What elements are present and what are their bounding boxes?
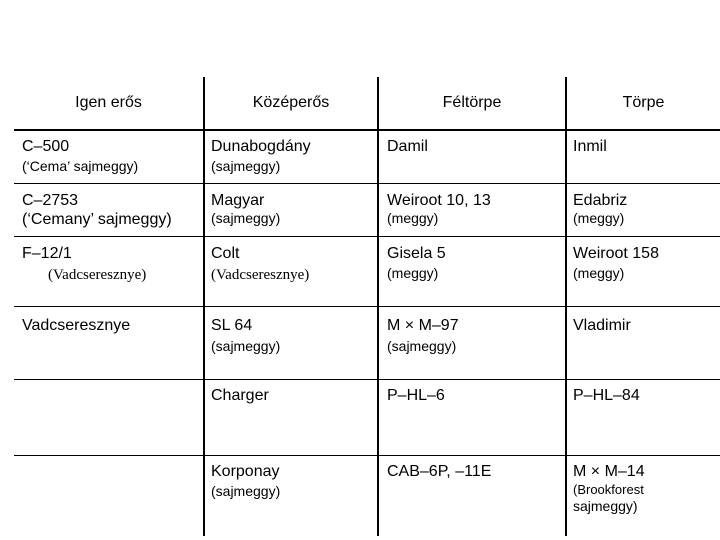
rootstock-species-cont: sajmeggy) bbox=[573, 498, 638, 514]
rootstock-species: (meggy) bbox=[387, 210, 439, 226]
column-divider bbox=[377, 77, 379, 536]
rootstock-name: Inmil bbox=[573, 138, 607, 155]
table-cell bbox=[573, 137, 607, 156]
rootstock-species: (sajmeggy) bbox=[211, 158, 281, 174]
rootstock-name: CAB–6P, –11E bbox=[387, 463, 492, 480]
table-rule bbox=[14, 129, 720, 131]
table-cell bbox=[22, 191, 172, 229]
table-cell bbox=[211, 137, 311, 175]
column-divider bbox=[203, 77, 205, 536]
rootstock-species: (sajmeggy) bbox=[387, 338, 457, 354]
rootstock-name: Damil bbox=[387, 138, 428, 155]
table-cell bbox=[211, 191, 280, 227]
rootstock-name: P–HL–6 bbox=[387, 387, 445, 404]
rootstock-name: Weiroot 158 bbox=[573, 245, 659, 262]
rootstock-name: SL 64 bbox=[211, 317, 253, 334]
rootstock-species: (‘Cema’ sajmeggy) bbox=[22, 158, 139, 174]
rootstock-name: F–12/1 bbox=[22, 245, 72, 262]
table-cell bbox=[573, 386, 640, 405]
rootstock-species: (Brookforest bbox=[573, 482, 644, 497]
rootstock-name: Edabriz bbox=[573, 192, 628, 209]
table-cell bbox=[573, 316, 631, 335]
table-rule bbox=[14, 306, 720, 307]
rootstock-name: Vadcseresznye bbox=[22, 317, 131, 334]
rootstock-name: M × M–97 bbox=[387, 317, 459, 334]
table-rule bbox=[14, 183, 720, 184]
table-cell bbox=[573, 191, 627, 227]
table-cell bbox=[22, 244, 146, 284]
rootstock-name: M × M–14 bbox=[573, 463, 645, 480]
rootstock-species: (sajmeggy) bbox=[211, 483, 281, 499]
table-cell bbox=[211, 316, 280, 355]
rootstock-name: P–HL–84 bbox=[573, 387, 640, 404]
column-header: Féltörpe bbox=[442, 94, 502, 111]
rootstock-species: (meggy) bbox=[387, 265, 439, 281]
table-cell bbox=[387, 244, 446, 282]
rootstock-name: Charger bbox=[211, 387, 269, 404]
table-rule bbox=[14, 455, 720, 456]
table-cell bbox=[211, 462, 280, 500]
table-cell bbox=[573, 462, 645, 515]
table-cell bbox=[387, 191, 491, 227]
rootstock-name: Vladimir bbox=[573, 317, 631, 334]
rootstock-species: (sajmeggy) bbox=[211, 210, 281, 226]
rootstock-name: Colt bbox=[211, 245, 240, 262]
column-divider bbox=[565, 77, 567, 536]
table-rule bbox=[14, 236, 720, 237]
column-header: Középerős bbox=[252, 94, 330, 111]
table-cell bbox=[387, 316, 459, 355]
rootstock-species: (meggy) bbox=[573, 265, 625, 281]
rootstock-name: C–500 bbox=[22, 138, 70, 155]
rootstock-name: Dunabogdány bbox=[211, 138, 311, 155]
column-header: Igen erős bbox=[75, 94, 142, 111]
table-cell bbox=[387, 462, 491, 481]
rootstock-name: C–2753 bbox=[22, 192, 79, 209]
rootstock-name: Gisela 5 bbox=[387, 245, 446, 262]
rootstock-species: (Vadcseresznye) bbox=[48, 267, 147, 283]
rootstock-name: Korponay bbox=[211, 463, 280, 480]
table-rule bbox=[14, 379, 720, 380]
table-cell bbox=[22, 316, 130, 335]
rootstock-name: Weiroot 10, 13 bbox=[387, 192, 491, 209]
table-cell bbox=[211, 244, 309, 284]
rootstock-species: (meggy) bbox=[573, 210, 625, 226]
rootstock-species: (sajmeggy) bbox=[211, 338, 281, 354]
rootstock-species: (Vadcseresznye) bbox=[211, 267, 310, 283]
table-cell bbox=[387, 386, 445, 405]
table-cell bbox=[387, 137, 428, 156]
table-cell bbox=[22, 137, 138, 175]
rootstock-name: Magyar bbox=[211, 192, 265, 209]
table-cell bbox=[211, 386, 269, 405]
column-header: Törpe bbox=[622, 94, 665, 111]
rootstock-species: (‘Cemany’ sajmeggy) bbox=[22, 211, 172, 228]
table-cell bbox=[573, 244, 659, 282]
